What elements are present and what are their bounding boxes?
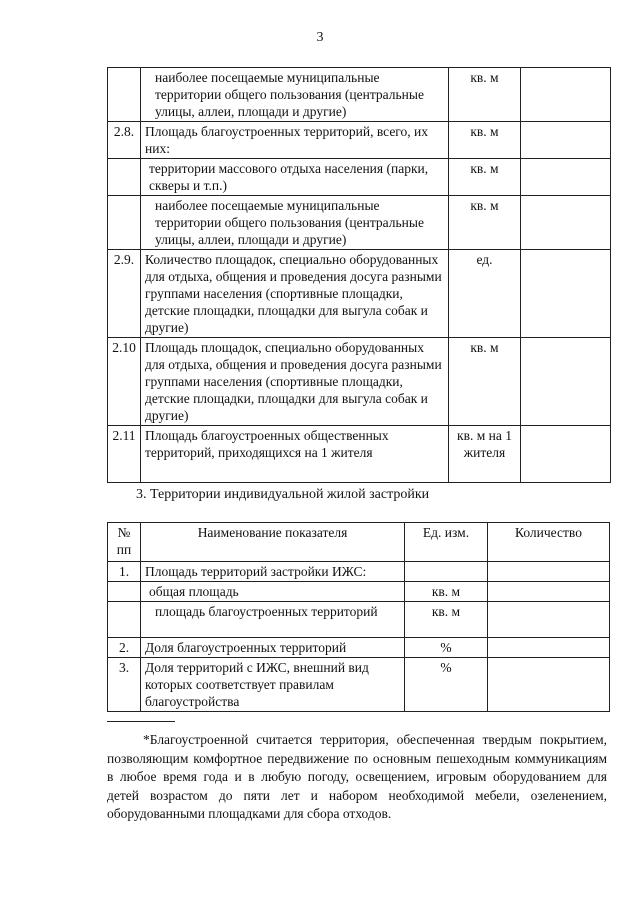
unit-cell: кв. м — [449, 159, 521, 196]
indicator-name: Количество площадок, специально оборудованных для отдыха, общения и проведения досуга разными группами населения (спортивные площадки, детские площадки, площадки для выгула собак и другие) — [141, 250, 449, 338]
row-number: 2.8. — [108, 122, 141, 159]
indicator-name: Площадь территорий застройки ИЖС: — [141, 562, 405, 582]
unit-cell: кв. м — [449, 122, 521, 159]
row-number: 2.9. — [108, 250, 141, 338]
quantity-cell — [488, 582, 610, 602]
row-number — [108, 68, 141, 122]
indicators-table-continued — [107, 67, 611, 483]
quantity-cell — [488, 562, 610, 582]
unit-cell: кв. м — [449, 68, 521, 122]
izhs-indicators-table — [107, 522, 610, 712]
indicator-name: Площадь благоустроенных территорий, всего, их них: — [141, 122, 449, 159]
row-number — [108, 196, 141, 250]
header-name: Наименование показателя — [141, 523, 405, 562]
unit-cell: % — [405, 638, 488, 658]
unit-cell — [405, 562, 488, 582]
table-row — [108, 122, 611, 159]
table-row — [108, 159, 611, 196]
row-number: 2.10 — [108, 338, 141, 426]
header-quantity: Количество — [488, 523, 610, 562]
quantity-cell — [521, 159, 611, 196]
indicator-name: Доля благоустроенных территорий — [141, 638, 405, 658]
row-number: 1. — [108, 562, 141, 582]
quantity-cell — [488, 638, 610, 658]
unit-cell: ед. — [449, 250, 521, 338]
indicator-name: Доля территорий с ИЖС, внешний вид которых соответствует правилам благоустройства — [141, 658, 405, 712]
header-number: № пп — [108, 523, 141, 562]
footnote-text: *Благоустроенной считается территория, обеспеченная твердым покрытием, позволяющим комфортное передвижение по основным пешеходным коммуникациям в любое время года и в любую погоду, освещением, игровым оборудованием для детей возрастом до пяти лет и набором необходимой мебели, озеленением, оборудованными площадками для сбора отходов. — [107, 732, 607, 821]
unit-cell: кв. м — [449, 196, 521, 250]
table-row — [108, 196, 611, 250]
quantity-cell — [521, 426, 611, 483]
table-row — [108, 562, 610, 582]
unit-cell: кв. м — [405, 582, 488, 602]
row-number — [108, 159, 141, 196]
row-number — [108, 582, 141, 602]
indicator-name: Площадь благоустроенных общественных территорий, приходящихся на 1 жителя — [141, 426, 449, 483]
table-row — [108, 68, 611, 122]
row-number: 3. — [108, 658, 141, 712]
table-row — [108, 602, 610, 638]
quantity-cell — [521, 250, 611, 338]
unit-cell: кв. м на 1 жителя — [449, 426, 521, 483]
indicator-name: площадь благоустроенных территорий — [141, 602, 405, 638]
table-row — [108, 638, 610, 658]
unit-cell: % — [405, 658, 488, 712]
section-title: 3. Территории индивидуальной жилой застройки — [136, 487, 430, 502]
quantity-cell — [488, 602, 610, 638]
footnote-divider — [107, 721, 175, 722]
indicator-name: Площадь площадок, специально оборудованных для отдыха, общения и проведения досуга разными группами населения (спортивные площадки, детские площадки, площадки для выгула собак и другие) — [141, 338, 449, 426]
indicator-name: территории массового отдыха населения (парки, скверы и т.п.) — [141, 159, 449, 196]
indicator-name: наиболее посещаемые муниципальные территории общего пользования (центральные улицы, аллеи, площади и другие) — [141, 196, 449, 250]
quantity-cell — [488, 658, 610, 712]
table-header-row — [108, 523, 610, 562]
page-number: 3 — [316, 30, 324, 45]
quantity-cell — [521, 338, 611, 426]
header-unit: Ед. изм. — [405, 523, 488, 562]
row-number: 2. — [108, 638, 141, 658]
row-number: 2.11 — [108, 426, 141, 483]
unit-cell: кв. м — [405, 602, 488, 638]
table-row — [108, 250, 611, 338]
table-row — [108, 338, 611, 426]
table-row — [108, 582, 610, 602]
quantity-cell — [521, 122, 611, 159]
quantity-cell — [521, 196, 611, 250]
indicator-name: наиболее посещаемые муниципальные территории общего пользования (центральные улицы, аллеи, площади и другие) — [141, 68, 449, 122]
indicator-name: общая площадь — [141, 582, 405, 602]
quantity-cell — [521, 68, 611, 122]
row-number — [108, 602, 141, 638]
unit-cell: кв. м — [449, 338, 521, 426]
table-row — [108, 426, 611, 483]
table-row — [108, 658, 610, 712]
